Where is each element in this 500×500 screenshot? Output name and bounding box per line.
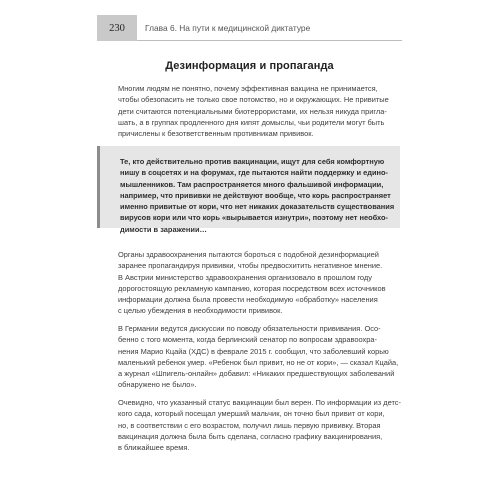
text-line: В Австрии министерство здравоохранения организовало в прошлом году	[118, 272, 372, 282]
text-line: именно привитые от кори, что нет никаких доказательств существования	[120, 202, 395, 212]
text-line: но, в соответствии с его возрастом, получил лишь первую прививку. Вторая	[118, 420, 381, 430]
text-line: бенно с того момента, когда берлинский сенатор по вопросам здравоохра-	[118, 335, 378, 345]
text-line: маленький ребенок умер. «Ребенок был привит, но не от кори», — сказал Кцайа,	[118, 357, 399, 367]
text-line: димости в заражении…	[120, 224, 207, 234]
text-line: кого сада, который посещал умерший мальчик, он точно был привит от кори,	[118, 409, 385, 419]
text-line: нишу в соцсетях и на форумах, где пытаются найти поддержку и едино-	[120, 168, 389, 178]
paragraph-2	[118, 249, 390, 317]
text-line: заранее пропагандируя прививки, чтобы предвосхитить негативное мнение.	[118, 261, 383, 271]
text-line: вакцинация должна была быть сделана, согласно графику вакцинирования,	[118, 431, 383, 441]
text-line: обнаружено не было».	[118, 380, 197, 390]
text-line: Органы здравоохранения пытаются бороться с подобной дезинформацией	[118, 250, 379, 259]
text-line: например, что прививки не действуют вообще, что корь распространяет	[120, 190, 391, 200]
text-line: шать, а в группах продленного дня кипят домыслы, чьи родители могут быть	[118, 117, 385, 127]
text-line: Многим людям не понятно, почему эффективная вакцина не принимается,	[118, 84, 378, 93]
callout-text	[120, 156, 395, 235]
text-line: чтобы обезопасить не только свое потомство, но и окружающих. Не привитые	[118, 95, 389, 105]
text-line: в ближайшее время.	[118, 443, 190, 453]
running-head: Глава 6. На пути к медицинской диктатуре	[137, 15, 402, 41]
text-line: информации должна была провести необходимую «обработку» населения	[118, 295, 378, 305]
text-line: В Германии ведутся дискуссии по поводу обязательности прививания. Осо-	[118, 324, 381, 333]
text-line: вирусов кори или что корь «вырывается изнутри», поэтому нет необхо-	[120, 213, 389, 223]
text-line: а журнал «Шпигель-онлайн» добавил: «Никаких предшествующих заболеваний	[118, 369, 395, 379]
text-line: нения Марио Кцайа (ХДС) в феврале 2015 г. сообщил, что заболевший корью	[118, 346, 389, 356]
text-line: Те, кто действительно против вакцинации, ищут для себя комфортную	[120, 157, 385, 166]
text-line: дорогостоящую рекламную кампанию, которая посредством всех источников	[118, 283, 386, 293]
text-line: Очевидно, что указанный статус вакцинации был верен. По информации из детс-	[118, 398, 402, 407]
section-title: Дезинформация и пропаганда	[165, 60, 334, 72]
paragraph-4	[118, 397, 402, 453]
paragraph-1	[118, 83, 390, 139]
page-number: 230	[97, 15, 137, 41]
text-line: с целью убеждения в необходимости прививок.	[118, 306, 283, 316]
text-line: причислены к безответственным противникам прививок.	[118, 129, 314, 139]
page-header	[97, 15, 402, 41]
paragraph-3	[118, 323, 399, 391]
text-line: мышленников. Там распространяется много фальшивой информации,	[120, 179, 384, 189]
text-line: дети считаются потенциальными биотеррористами, их нельзя никуда пригла-	[118, 106, 387, 116]
quote-callout	[97, 146, 400, 234]
